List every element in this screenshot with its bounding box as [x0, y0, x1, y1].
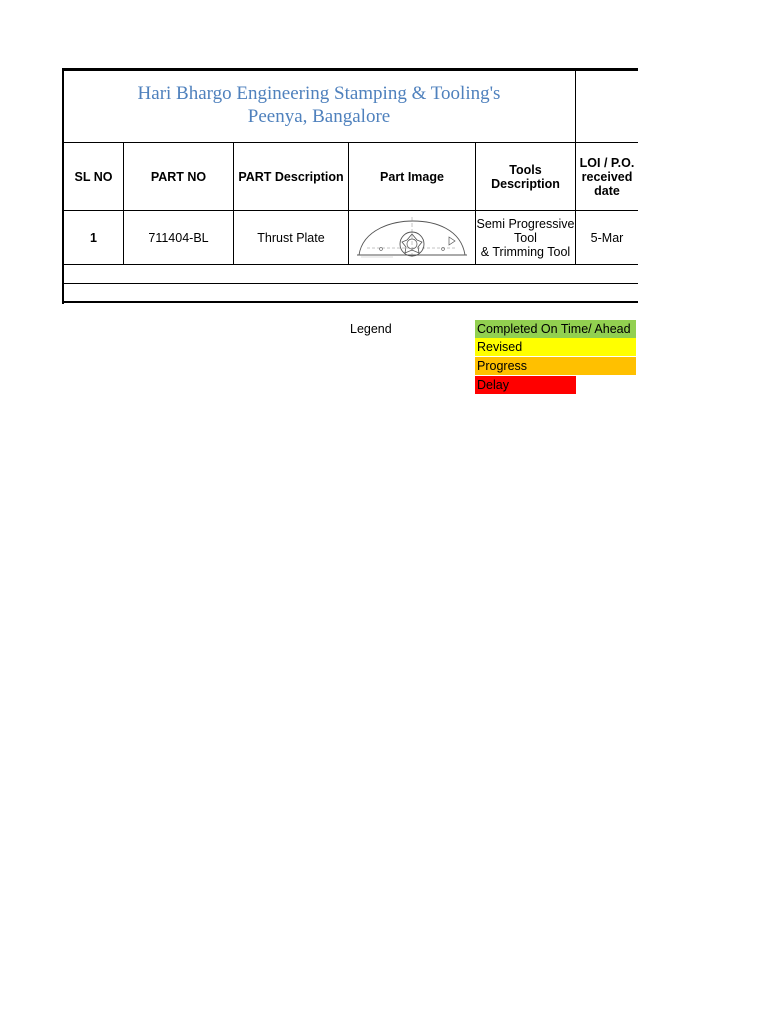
- col-header-part-description: PART Description: [238, 169, 344, 184]
- col-header-sl-no: SL NO: [74, 169, 113, 184]
- company-title-line1: Hari Bhargo Engineering Stamping & Tooling's: [137, 83, 501, 104]
- cell-part-image: [349, 211, 475, 264]
- col-header-tools-description: Tools Description: [491, 162, 560, 191]
- cell-part-no: 711404-BL: [148, 230, 209, 245]
- legend-item-delay: Delay: [475, 376, 576, 394]
- legend-item-progress: Progress: [475, 357, 636, 375]
- sheet-top-border: [62, 68, 638, 71]
- col-header-part-no: PART NO: [150, 169, 207, 184]
- row2-bottom-border: [62, 283, 638, 284]
- company-title-line2: Peenya, Bangalore: [247, 106, 391, 127]
- thrust-plate-drawing-icon: [353, 215, 471, 261]
- col-header-received-date: LOI / P.O. received date: [579, 155, 635, 198]
- company-title: [64, 82, 574, 128]
- col-header-part-image: Part Image: [380, 169, 444, 184]
- legend-item-completed: Completed On Time/ Ahead: [475, 320, 636, 338]
- row3-bottom-border: [62, 301, 638, 303]
- cell-received-date: 5-Mar: [590, 230, 624, 245]
- tooling-status-sheet: [62, 68, 638, 304]
- row1-bottom-border: [62, 264, 638, 265]
- cell-sl-no: 1: [90, 230, 97, 245]
- legend-label: Legend: [350, 322, 392, 336]
- cell-part-description: Thrust Plate: [257, 230, 325, 245]
- cell-tools-description: Semi Progressive Tool & Trimming Tool: [476, 216, 575, 259]
- legend-item-revised: Revised: [475, 338, 636, 356]
